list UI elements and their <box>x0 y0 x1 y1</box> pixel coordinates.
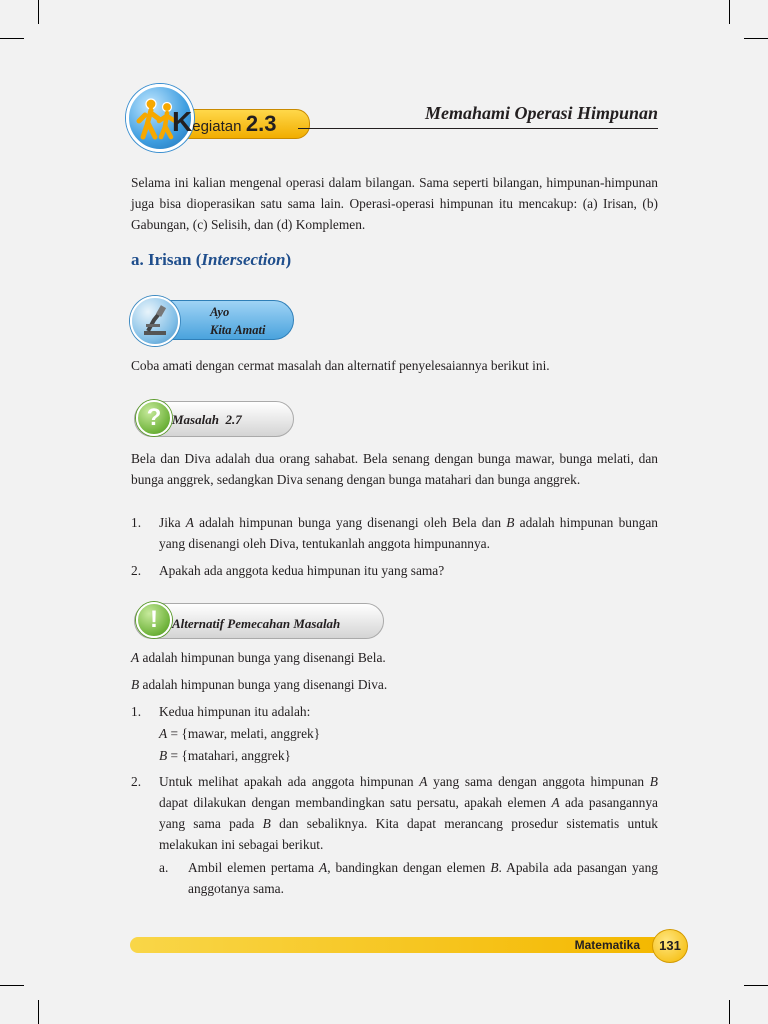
set-a: A = {mawar, melati, anggrek} <box>159 726 321 741</box>
ayo-line1: Ayo <box>210 305 230 319</box>
kegiatan-badge <box>124 82 310 152</box>
crop-mark <box>729 0 730 24</box>
section-heading-prefix: a. Irisan ( <box>131 250 202 269</box>
header-rule <box>298 128 658 129</box>
crop-mark <box>744 38 768 39</box>
section-heading <box>131 250 291 270</box>
question-mark-icon: ? <box>136 400 172 436</box>
question-1-text: Jika A adalah himpunan bunga yang disenangi oleh Bela dan B adalah himpunan bungan yang disenangi oleh Diva, tentukanlah anggota himpunannya. <box>159 515 658 551</box>
problem-paragraph: Bela dan Diva adalah dua orang sahabat. Bela senang dengan bunga mawar, bunga melati, dan bunga anggrek, sedangkan Diva senang dengan bunga matahari dan bunga anggrek. <box>131 451 658 487</box>
solution-1-text: Kedua himpunan itu adalah: <box>159 704 311 719</box>
crop-mark <box>0 985 24 986</box>
solution-1-number: 1. <box>131 704 142 719</box>
page-number: 131 <box>659 938 681 953</box>
crop-mark <box>0 38 24 39</box>
observe-paragraph: Coba amati dengan cermat masalah dan alternatif penyelesaiannya berikut ini. <box>131 358 550 373</box>
microscope-icon <box>130 296 180 346</box>
solution-2-number: 2. <box>131 774 142 789</box>
crop-mark <box>744 985 768 986</box>
footer-subject: Matematika <box>574 938 640 952</box>
sub-a-text: Ambil elemen pertama A, bandingkan dengan elemen B. Apabila ada pasangan yang anggotanya sama. <box>188 860 658 896</box>
section-heading-suffix: ) <box>285 250 292 269</box>
solution-2-text: Untuk melihat apakah ada anggota himpunan A yang sama dengan anggota himpunan B dapat dilakukan dengan membandingkan satu persatu, apakah elemen A ada pasangannya yang sama pada B dan sebaliknya. Kita dapat merancang prosedur sistematis untuk melakukan ini sebagai berikut. <box>159 774 658 852</box>
question-2-text: Apakah ada anggota kedua himpunan itu yang sama? <box>159 563 445 578</box>
masalah-badge <box>130 398 295 440</box>
ayo-line2: Kita Amati <box>210 323 266 337</box>
masalah-label: Masalah 2.7 <box>172 412 242 427</box>
crop-mark <box>38 1000 39 1024</box>
sub-a-letter: a. <box>159 860 169 875</box>
alternatif-label: Alternatif Pemecahan Masalah <box>172 616 341 631</box>
crop-mark <box>38 0 39 24</box>
kegiatan-word: egiatan <box>192 118 242 135</box>
kegiatan-k: K <box>172 106 193 137</box>
def-a: A adalah himpunan bunga yang disenangi Bela. <box>131 650 386 665</box>
crop-mark <box>729 1000 730 1024</box>
page-title: Memahami Operasi Himpunan <box>424 103 658 123</box>
page-number-badge <box>652 929 688 963</box>
ayo-kita-amati-badge <box>130 296 295 344</box>
question-1-number: 1. <box>131 515 142 530</box>
question-2-number: 2. <box>131 563 142 578</box>
kegiatan-number: 2.3 <box>245 111 277 136</box>
section-heading-italic: Intersection <box>201 250 286 269</box>
intro-paragraph: Selama ini kalian mengenal operasi dalam bilangan. Sama seperti bilangan, himpunan-himpunan juga bisa dioperasikan satu sama lain. Operasi-operasi himpunan itu mencakup: (a) Irisan, (b) Gabungan, (c) Selisih, dan (d) Komplemen. <box>131 175 658 232</box>
exclamation-icon: ! <box>136 602 172 638</box>
set-b: B = {matahari, anggrek} <box>159 748 291 763</box>
alternatif-badge <box>130 600 386 642</box>
def-b: B adalah himpunan bunga yang disenangi Diva. <box>131 677 388 692</box>
